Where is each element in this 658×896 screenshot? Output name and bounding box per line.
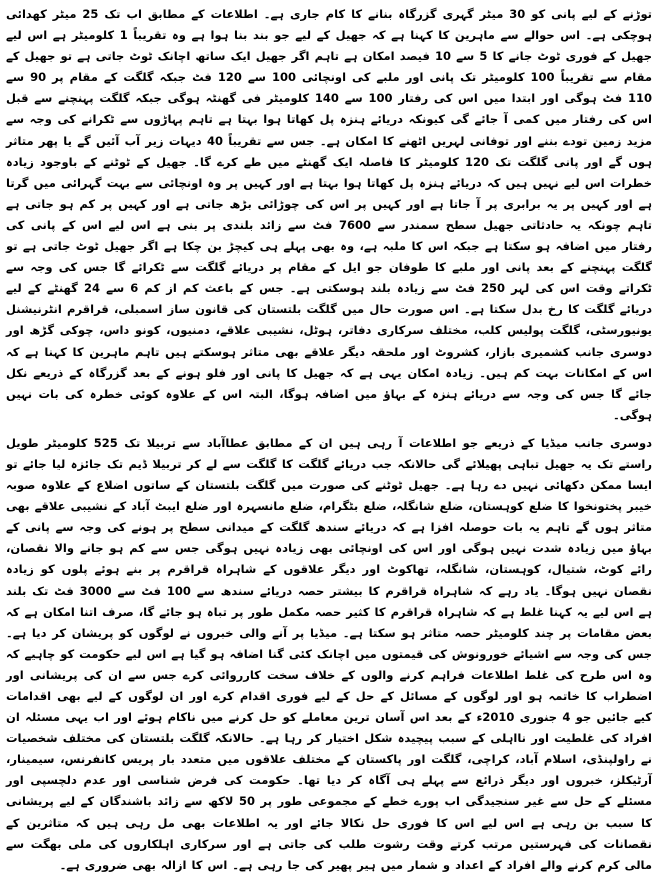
paragraph-2: دوسری جانب میڈیا کے ذریعے جو اطلاعات آ رہی ہیں ان کے مطابق عطاآباد سے تربیلا تک 525 کلومیٹر طویل راستے تک یہ جھیل تباہی پھیلائے گی حالانکہ جب دریائے گلگت کا گلگت سے لے کر تربیلا ڈیم تک جائزہ لیا جائے تو ایسا ممکن دکھائی نہیں دے رہا ہے۔ جھیل ٹوٹنے کی صورت میں گلگت بلتستان کے ساتوں اضلاع کے علاوہ صوبہ خیبر پختونخوا کا ضلع کوہستان، ضلع شانگلہ، ضلع بٹگرام، ضلع مانسہرہ اور ضلع ایبٹ آباد کے نشیبی علاقے بھی متاثر ہوں گے تاہم یہ بات حوصلہ افزا ہے کہ دریائے سندھ گلگت کے میدانی سطح پر ہونے کی وجہ سے پانی کے بہاؤ میں زیادہ شدت نہیں ہوگی اور اس کی اونچائی بھی زیادہ نہیں ہوگی جس سے کم ہو جانے والا نقصان، رائے کوٹ، شتیال، کوہستان، شانگلہ، تھاکوٹ اور دیگر علاقوں کے شاہراہ قراقرم پر بنے ہوئے پلوں کو زیادہ نقصان نہیں ہوگا۔ یاد رہے کہ شاہراہ قراقرم کا بیشتر حصہ دریائے سندھ سے 100 فٹ سے 3000 فٹ تک بلند ہے اس لیے یہ کہنا غلط ہے کہ شاہراہ قراقرم کا کثیر حصہ مکمل طور پر تباہ ہو جائے گا، صرف اتنا امکان ہے کہ بعض مقامات پر چند کلومیٹر حصہ متاثر ہو سکتا ہے۔ میڈیا پر آنے والی خبروں نے لوگوں کو پریشان کر دیا ہے۔ جس کی وجہ سے اشیائے خورونوش کی قیمتوں میں اچانک کئی گنا اضافہ ہو گیا ہے اس لیے حکومت کو چاہیے کہ وہ اس طرح کی غلط اطلاعات فراہم کرنے والوں کے خلاف سخت کارروائی کرے جس سے ان کی پریشانی اور اضطراب کا خاتمہ ہو اور لوگوں کے مسائل کے حل کے لیے فوری اقدام کرے اور ان لوگوں کے لیے بھی اقدامات کیے جائیں جو 4 جنوری 2010ء کے بعد اس آسان ترین معاملے کو حل کرنے میں ناکام ہوئے اور اب یہی مسئلہ ان افراد کی غلطیت اور نااہلی کے سبب پیچیدہ شکل اختیار کر رہا ہے۔ حالانکہ گلگت بلتستان کی مختلف شخصیات نے راولپنڈی، اسلام آباد، کراچی، گلگت اور پاکستان کے مختلف علاقوں میں متعدد بار پریس کانفرنس، سیمینار، آرٹیکلز، خبروں اور دیگر ذرائع سے پہلے ہی آگاہ کر دیا تھا۔ حکومت کی فرض شناسی اور عدم دلچسپی اور مسئلے کے حل سے غیر سنجیدگی اب پورے خطے کے مجموعی طور پر 50 لاکھ سے زائد باشندگان کے لیے پریشانی کا سبب بن رہی ہے اس لیے اس کا فوری حل نکالا جائے اور یہ اطلاعات بھی مل رہی ہیں کہ متاثرین کے نقصانات کی فہرستیں مرتب کرتے وقت رشوت طلب کی جاتی ہے اور سرکاری اہلکاروں کی ملی بھگت سے مالی کرم کرنے والے افراد کے اعداد و شمار میں ہیر پھیر کی جا رہی ہے۔ اس کا ازالہ بھی ضروری ہے۔ (6, 435, 652, 872)
paragraph-1: توڑنے کے لیے پانی کو 30 میٹر گہری گزرگاہ بنانے کا کام جاری ہے۔ اطلاعات کے مطابق اب تک 25 میٹر کھدائی ہوچکی ہے۔ اس حوالے سے ماہرین کا کہنا ہے کہ جھیل کے لیے جو بند بنا ہوا ہے وہ تقریباً 1 کلومیٹر ہے اس لیے جھیل کے فوری ٹوٹ جانے کا 5 سے 10 فیصد امکان ہے تاہم اگر جھیل ایک ساتھ اچانک ٹوٹ جاتی ہے تو جھیل کے مقام سے تقریباً 100 کلومیٹر تک پانی اور ملبے کی اونچائی 100 سے 120 فٹ جبکہ گلگت کے مقام پر 90 سے 110 فٹ ہوگی اور ابتدا میں اس کی رفتار 100 سے 140 کلومیٹر فی گھنٹہ ہوگی جبکہ گلگت پہنچنے سے قبل اس کی رفتار میں کمی آ جائے گی کیونکہ دریائے ہنزہ پل کھاتا ہوا بہتا ہے تاہم پہاڑوں سے ٹکرانے کی وجہ سے مزید زمین تودے بننے اور توفانی لہریں اٹھنے کا امکان ہے۔ جس سے تقریباً 40 دیہات زیر آب آئیں گے یا پھر متاثر ہوں گے اور پانی گلگت تک 120 کلومیٹر کا فاصلہ ایک گھنٹے میں طے کرے گا۔ جھیل کے ٹوٹنے کے باوجود زیادہ خطرات اس لیے نہیں ہیں کہ دریائے ہنزہ پل کھاتا ہوا بہتا ہے اور کہیں پر وہ اونچائی سے بہت گہرائی میں گرتا ہے اور کہیں پر یہ برابری پر آ جاتا ہے اور کہیں پر اس کی چوڑائی بڑھ جاتی ہے اور کہیں پر کم ہو جاتی ہے تاہم چونکہ یہ حادثاتی جھیل سطح سمندر سے 7600 فٹ سے زائد بلندی پر بنی ہے اس لیے اس کے پانی کی رفتار میں اضافہ ہو سکتا ہے جبکہ اس کا ملبہ ہے، وہ بھی پہلے ہی کیچڑ بن چکا ہے اگر جھیل ٹوٹ جاتی ہے تو گلگت پہنچنے کے بعد پانی اور ملبے کا طوفان جو ایل کے مقام پر دریائے گلگت سے ٹکرائے گا جس کی وجہ سے ٹکراتے وقت اس کی لہر 250 فٹ سے زیادہ بلند ہوسکتی ہے۔ جس کے باعث کم از کم 6 سے 24 گھنٹے کے لیے دریائے گلگت کا رخ بدل سکتا ہے۔ اس صورت حال میں گلگت بلتستان کی قانون ساز اسمبلی، قراقرم انٹرنیشنل یونیورسٹی، گلگت پولیس کلب، مختلف سرکاری دفاتر، ہوٹل، نشیبی علاقے، دمنیوں، کونو داس، چوکی گڑھ اور دوسری جانب کشمیری بازار، کشروٹ اور ملحقہ دیگر علاقے بھی متاثر ہوسکتے ہیں تاہم ماہرین کا کہنا ہے کہ اس کے امکانات بہت کم ہیں۔ زیادہ امکان یہی ہے کہ جھیل کا پانی اور فلو ہونے کے بعد گزرگاہ کے ذریعے نکل جائے گا جس کی وجہ سے دریائے ہنزہ کے بہاؤ میں اضافہ ہوگا، البتہ اس کے علاوہ کوئی خطرہ کی بات نہیں ہوگی۔ (6, 7, 653, 422)
